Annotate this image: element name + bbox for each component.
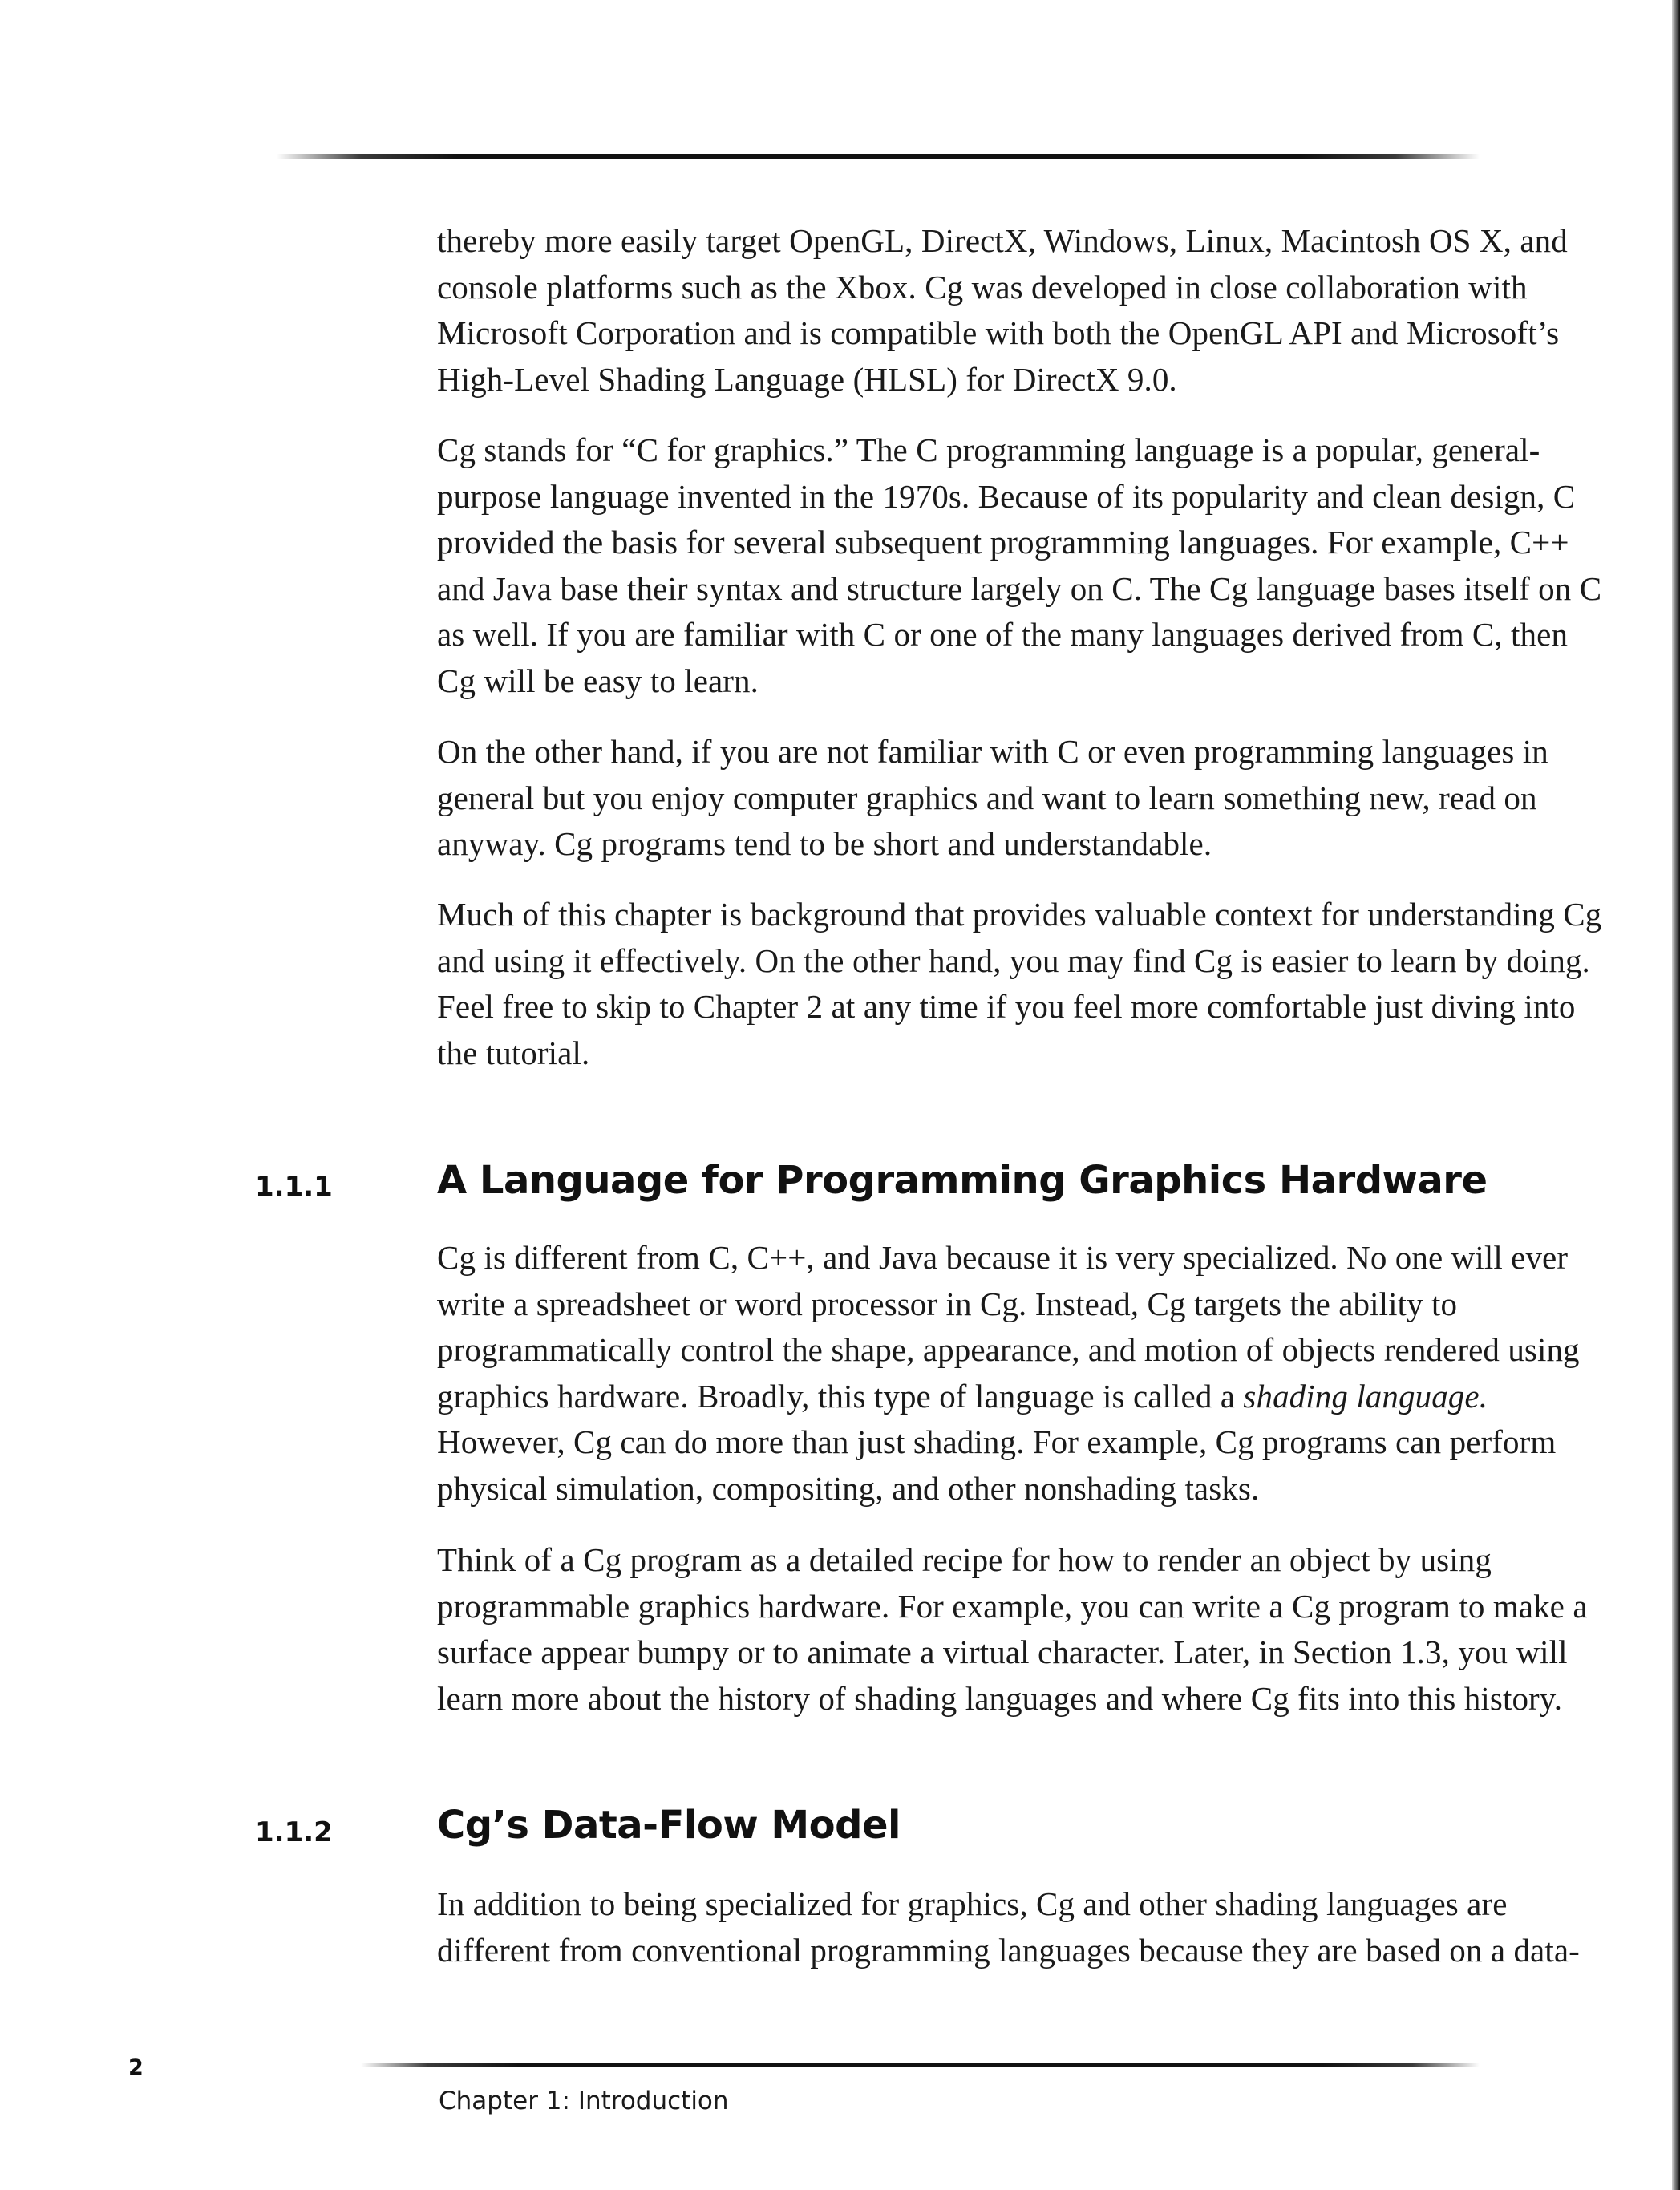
section-number-1-1-2: 1.1.2 [255,1816,333,1848]
paragraph-background: Much of this chapter is background that provides valuable context for understanding Cg and using it effectively. On the other hand, you may find Cg is easier to learn by doing. Feel free to skip to Chapter 2 at any time if you feel more comfortable just diving into the tutorial. [437,896,1602,1071]
paragraph-recipe: Think of a Cg program as a detailed recipe for how to render an object by using programmable graphics hardware. For example, you can write a Cg program to make a surface appear bumpy or to animate a virtual character. Later, in Section 1.3, you will learn more about the history of shading languages and where Cg fits into this history. [437,1541,1588,1717]
paragraph-intro-platforms: thereby more easily target OpenGL, DirectX, Windows, Linux, Macintosh OS X, and console platforms such as the Xbox. Cg was developed in close collaboration with Microsoft Corporation and is compatible with both the OpenGL API and Microsoft’s High-Level Shading Language (HLSL) for DirectX 9.0. [437,222,1568,398]
footer-rule [361,2063,1480,2067]
paragraph-specialized [437,1235,1612,1512]
paragraph-not-familiar: On the other hand, if you are not familiar with C or even programming languages in general but you enjoy computer graphics and want to learn something new, read on anyway. Cg programs tend to be short and understandable. [437,733,1548,862]
paragraph-cg-meaning: Cg stands for “C for graphics.” The C programming language is a popular, general-purpose language invented in the 1970s. Because of its popularity and clean design, C provided the basis for several subsequent programming languages. For example, C++ and Java base their syntax and structure largely on C. The Cg language bases itself on C as well. If you are familiar with C or one of the many languages derived from C, then Cg will be easy to learn. [437,431,1602,699]
page-edge-shadow [1672,0,1680,2190]
paragraph-data-flow: In addition to being specialized for graphics, Cg and other shading languages are different from conventional programming languages because they are based on a data- [437,1885,1580,1969]
header-rule [277,154,1480,159]
paragraph-specialized-text-start: Cg is different from C, C++, and Java because it is very specialized. No one will ever write a spreadsheet or word processor in Cg. Instead, Cg targets the ability to programmatically control the shape, appearance, and motion of objects rendered using graphics hardware. Broadly, this type of language is called a [437,1239,1580,1415]
term-shading-language: shading language. [1243,1377,1488,1415]
page-number: 2 [128,2055,144,2080]
paragraph-specialized-text-end: However, Cg can do more than just shading. For example, Cg programs can perform physical simulation, compositing, and other nonshading tasks. [437,1423,1557,1507]
section-number-1-1-1: 1.1.1 [255,1171,333,1203]
footer-chapter-label: Chapter 1: Introduction [439,2087,729,2115]
section-title-1-1-2: Cg’s Data-Flow Model [437,1803,901,1848]
section-title-1-1-1: A Language for Programming Graphics Hardware [437,1158,1488,1203]
